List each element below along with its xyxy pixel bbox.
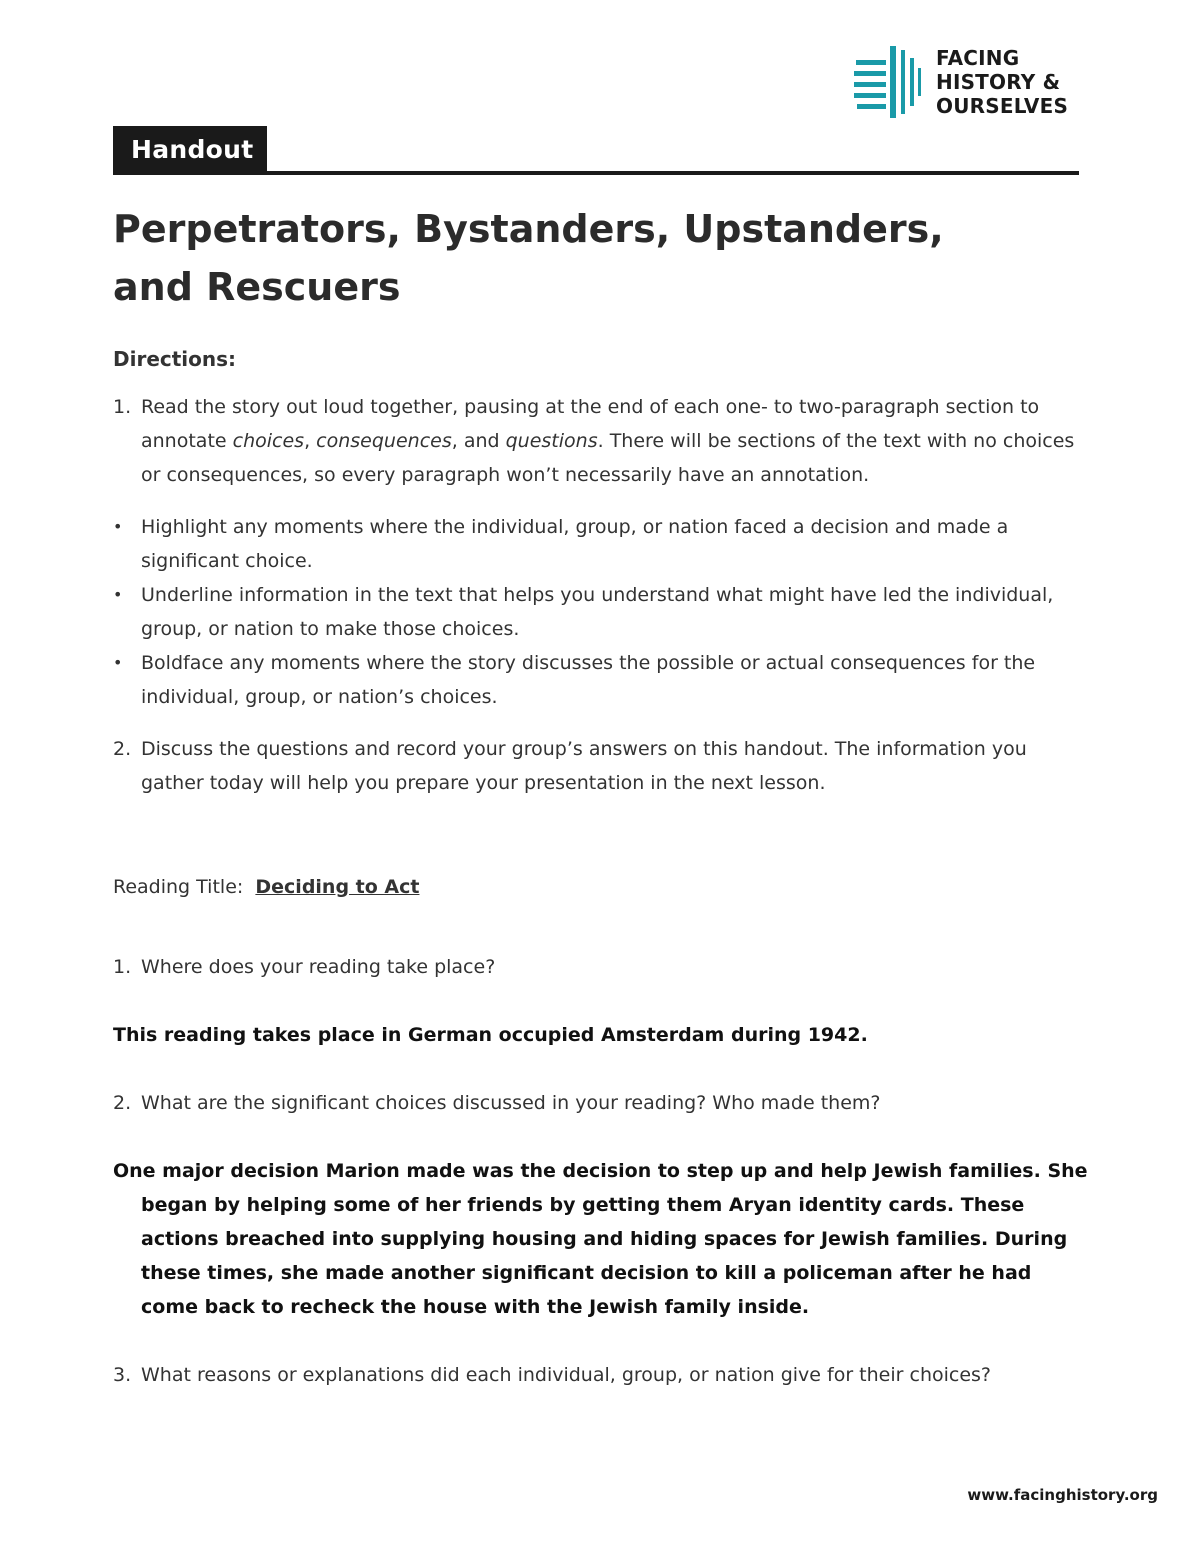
- step-number: 2.: [113, 738, 132, 760]
- step-text: Read the story out loud together, pausing at the end of each one- to two-paragraph section to annotate: [141, 396, 1040, 452]
- emphasis-questions: questions: [505, 430, 598, 452]
- bullet-text: Boldface any moments where the story discusses the possible or actual consequences for the individual, group, or nation’s choices.: [141, 652, 1036, 708]
- handout-label: Handout: [113, 126, 267, 173]
- question-number: 2.: [113, 1092, 132, 1114]
- logo-line-2: HISTORY &: [936, 70, 1061, 94]
- directions-heading: Directions:: [113, 347, 237, 371]
- handout-body: [113, 342, 1088, 1392]
- bullet-dot-icon: •: [113, 653, 123, 672]
- question-2: [113, 1086, 1088, 1120]
- separator: ,: [304, 430, 317, 452]
- bullet-boldface: [113, 646, 1088, 714]
- bullet-dot-icon: •: [113, 585, 123, 604]
- bullet-underline: [113, 578, 1088, 646]
- header-divider: [113, 171, 1079, 175]
- emphasis-consequences: consequences: [316, 430, 452, 452]
- reading-title-label: Reading Title:: [113, 876, 244, 898]
- bullet-highlight: [113, 510, 1088, 578]
- separator: , and: [451, 430, 506, 452]
- question-text: What reasons or explanations did each individual, group, or nation give for their choices?: [141, 1364, 992, 1386]
- question-number: 1.: [113, 956, 132, 978]
- question-3: [113, 1358, 1088, 1392]
- question-text: Where does your reading take place?: [141, 956, 496, 978]
- step-number: 1.: [113, 396, 132, 418]
- facing-history-stripes-logo-icon: [854, 46, 926, 118]
- step-text: Discuss the questions and record your group’s answers on this handout. The information you gather today will help you prepare your presentation in the next lesson.: [141, 738, 1027, 794]
- direction-step-2: [113, 732, 1088, 800]
- bullet-text: Highlight any moments where the individual, group, or nation faced a decision and made a significant choice.: [141, 516, 1009, 572]
- question-text: What are the significant choices discussed in your reading? Who made them?: [141, 1092, 881, 1114]
- direction-bullets: [113, 510, 1088, 714]
- step-text: . There will be sections of the text with no choices or consequences, so every paragraph won’t necessarily have an annotation.: [141, 430, 1075, 486]
- emphasis-choices: choices: [232, 430, 305, 452]
- reading-title-link[interactable]: Deciding to Act: [255, 876, 420, 898]
- question-1: [113, 950, 1088, 984]
- title-line-1: Perpetrators, Bystanders, Upstanders,: [113, 207, 944, 251]
- reading-title-line: [113, 870, 1088, 904]
- question-number: 3.: [113, 1364, 132, 1386]
- facing-history-logo: [854, 44, 1094, 120]
- bullet-text: Underline information in the text that helps you understand what might have led the individual, group, or nation to make those choices.: [141, 584, 1054, 640]
- logo-line-3: OURSELVES: [936, 94, 1069, 118]
- direction-step-1: [113, 390, 1088, 492]
- footer-url: www.facinghistory.org: [967, 1486, 1158, 1504]
- page-title: [113, 200, 1073, 316]
- bullet-dot-icon: •: [113, 517, 123, 536]
- logo-line-1: FACING: [936, 46, 1020, 70]
- logo-wordmark: [936, 46, 1068, 118]
- answer-2: One major decision Marion made was the decision to step up and help Jewish families. She began by helping some of her friends by getting them Aryan identity cards. These actions breached into supplying housing and hiding spaces for Jewish families. During these times, she made another significant decision to kill a policeman after he had come back to recheck the house with the Jewish family inside.: [113, 1160, 1088, 1318]
- answer-1: This reading takes place in German occupied Amsterdam during 1942.: [113, 1024, 868, 1046]
- title-line-2: and Rescuers: [113, 265, 401, 309]
